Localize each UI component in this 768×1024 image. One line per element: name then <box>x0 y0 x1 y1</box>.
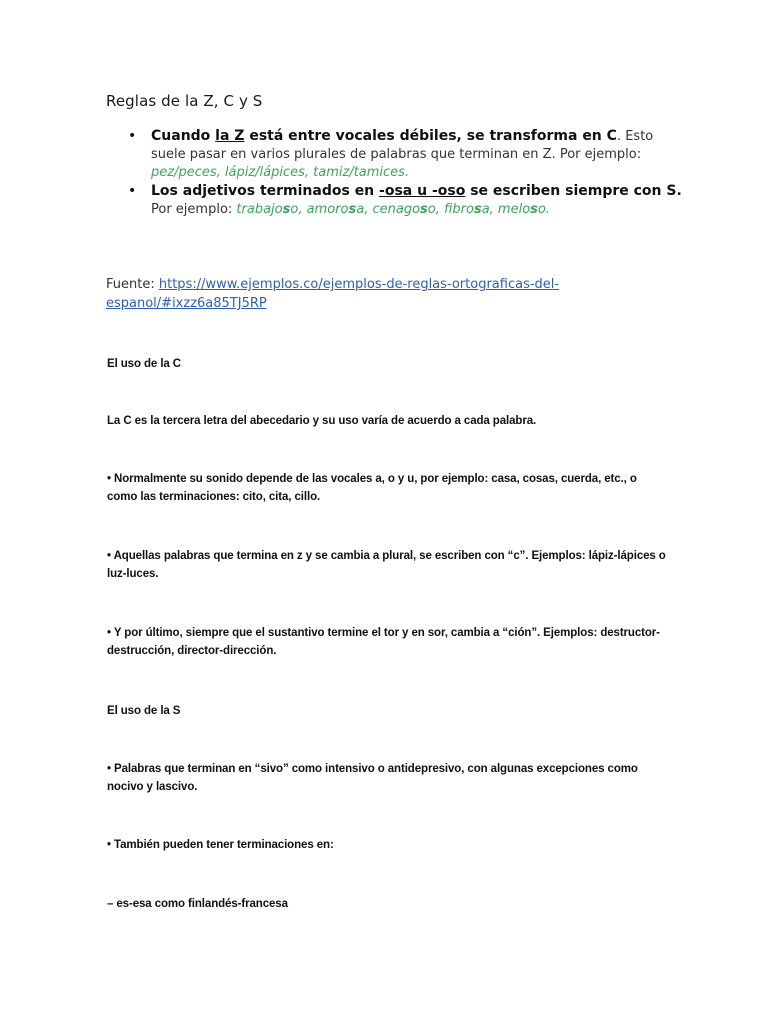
paragraph: • Normalmente su sonido depende de las vocales a, o y u, por ejemplo: casa, cosas, cuerda, etc., o como las terminaciones: cito, cita, cillo. <box>107 473 637 503</box>
rule-bold-text: está entre vocales débiles, se transforma en C <box>244 128 617 144</box>
bullet-dot: • <box>128 128 137 144</box>
paragraph: • También pueden tener terminaciones en: <box>107 839 334 851</box>
paragraph: – es-esa como finlandés-francesa <box>107 898 288 910</box>
paragraph: La C es la tercera letra del abecedario y su uso varía de acuerdo a cada palabra. <box>107 415 537 427</box>
paragraph: • Y por último, siempre que el sustantivo termine el tor y en sor, cambia a “ción”. Ejemplos: destructor-destrucción, director-dirección. <box>107 627 660 657</box>
list-item <box>128 182 688 219</box>
subheading-uso-c: El uso de la C <box>107 358 182 370</box>
list-item <box>128 127 688 182</box>
rule-underlined-text: -osa u -oso <box>379 183 466 199</box>
section-heading: Reglas de la Z, C y S <box>106 92 263 110</box>
rule-bold-text: Los adjetivos terminados en <box>151 183 380 199</box>
rule-bold-text: se escriben siempre con S. <box>465 183 682 199</box>
rule-bold-text: Cuando <box>151 128 216 144</box>
rules-list <box>128 127 688 219</box>
example-words: trabajoso, amorosa, cenagoso, fibrosa, meloso. <box>236 202 551 217</box>
paragraph: • Palabras que terminan en “sivo” como intensivo o antidepresivo, con algunas excepciones como nocivo y lascivo. <box>107 763 638 793</box>
source-citation <box>106 275 626 313</box>
paragraph: • Aquellas palabras que termina en z y se cambia a plural, se escriben con “c”. Ejemplos: lápiz-lápices o luz-luces. <box>107 550 666 580</box>
bullet-dot: • <box>128 183 137 199</box>
rule-body-text: Por ejemplo: <box>151 202 237 217</box>
subheading-uso-s: El uso de la S <box>107 705 181 717</box>
rule-body-text: . Esto suele pasar en varios plurales de palabras que terminan en Z. Por ejemplo: <box>151 129 654 162</box>
example-words: pez/peces, lápiz/lápices, tamiz/tamices. <box>151 165 410 180</box>
rule-underlined-text: la Z <box>215 128 245 144</box>
source-link[interactable]: https://www.ejemplos.co/ejemplos-de-reglas-ortograficas-del-espanol/#ixzz6a85TJ5RP <box>106 277 560 311</box>
source-label: Fuente: <box>106 277 159 292</box>
